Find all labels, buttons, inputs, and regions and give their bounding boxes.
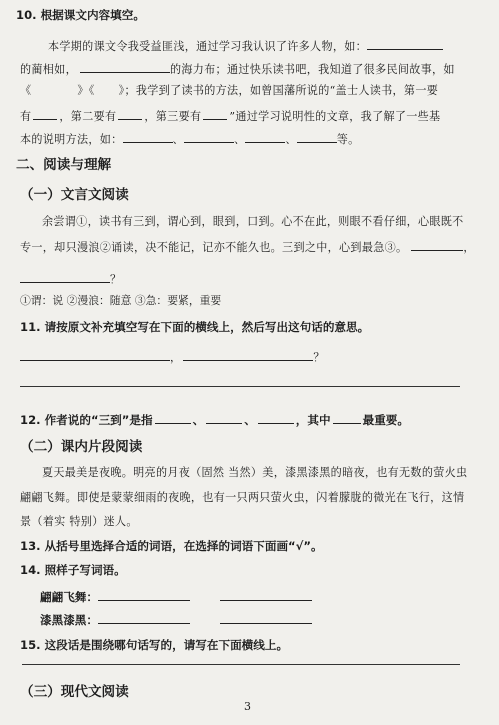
- q10-line-4: [20, 108, 440, 124]
- q12-text-d: ，其中: [295, 413, 331, 427]
- blank[interactable]: [333, 412, 361, 424]
- blank[interactable]: [411, 239, 463, 251]
- blank[interactable]: [155, 412, 191, 424]
- blank[interactable]: [98, 612, 190, 624]
- q13-title: 13. 从括号里选择合适的词语，在选择的词语下面画“√”。: [20, 539, 323, 553]
- blank[interactable]: [220, 589, 312, 601]
- q10-text-5a: 本的说明方法，如：: [20, 133, 123, 146]
- q10-text-5c: 、: [233, 133, 246, 146]
- q10-line-2: [20, 61, 455, 77]
- blank[interactable]: [118, 108, 142, 120]
- q14-title: 14. 照样子写词语。: [20, 563, 126, 577]
- passage-1-line-3: [20, 271, 121, 287]
- passage-2-line-2: 翩翩飞舞。即使是蒙蒙细雨的夜晚，也有一只两只萤火虫，闪着朦胧的微光在飞行，这情: [20, 491, 465, 504]
- part-3-heading: （三）现代文阅读: [20, 684, 129, 700]
- q10-text-5e: 等。: [336, 133, 360, 146]
- q12-text-a: 12. 作者说的“三到”是指: [20, 413, 153, 427]
- q12-text-e: 最重要。: [362, 413, 409, 427]
- blank[interactable]: [123, 131, 173, 143]
- section-2-heading: 二、阅读与理解: [16, 157, 112, 173]
- q10-text-3c: 》；我学到了读书的方法，如曾国藩所说的“盖士人读书，第一要: [118, 84, 439, 97]
- blank[interactable]: [297, 131, 337, 143]
- blank[interactable]: [20, 349, 170, 361]
- q10-text-5b: 、: [172, 133, 184, 146]
- passage-1-line-2: [20, 239, 475, 255]
- part-1-heading: （一）文言文阅读: [20, 187, 129, 203]
- q14-word-1: 翩翩飞舞：: [40, 590, 98, 604]
- q14-row-2: [40, 612, 312, 627]
- blank[interactable]: [183, 349, 313, 361]
- passage-1-line-1: 余尝谓①，读书有三到，谓心到，眼到，口到。心不在此，则眼不看仔细，心眼既不: [42, 215, 464, 228]
- q10-text-4d: ”通过学习说明性的文章，我了解了一些基: [229, 110, 441, 123]
- q10-text-2b: 的海力布；通过快乐读书吧，我知道了很多民间故事，如: [169, 63, 455, 76]
- blank[interactable]: [98, 589, 190, 601]
- blank[interactable]: [245, 131, 285, 143]
- blank[interactable]: [184, 131, 234, 143]
- passage-1-comma: ，: [463, 241, 475, 254]
- q10-text-3b: 》《: [77, 84, 95, 97]
- q14-row-1: [40, 589, 312, 604]
- passage-2-line-1: 夏天最美是夜晚。明亮的月夜（固然 当然）美，漆黑漆黑的暗夜，也有无数的萤火虫: [42, 466, 468, 479]
- q10-text-2a: 的蔺相如，: [20, 63, 77, 76]
- q11-title: 11. 请按原文补充填空写在下面的横线上，然后写出这句话的意思。: [20, 320, 370, 334]
- q11-qmark: ？: [313, 351, 325, 364]
- q11-answer-line: [20, 349, 325, 365]
- blank[interactable]: [220, 612, 312, 624]
- passage-1-notes: ①谓：说 ②漫浪：随意 ③急：要紧，重要: [20, 294, 222, 307]
- q10-text-4b: ，第二要有: [59, 110, 117, 123]
- q15-title: 15. 这段话是围绕哪句话写的，请写在下面横线上。: [20, 638, 289, 652]
- q10-text-4c: ，第三要有: [144, 110, 202, 123]
- blank[interactable]: [258, 412, 294, 424]
- blank[interactable]: [206, 412, 242, 424]
- q10-title: 10. 根据课文内容填空。: [16, 8, 145, 22]
- blank[interactable]: [33, 108, 57, 120]
- page-number: 3: [244, 700, 251, 713]
- q12-line: [20, 412, 409, 427]
- part-2-heading: （二）课内片段阅读: [20, 439, 143, 455]
- q10-text-4a: 有: [20, 110, 32, 123]
- q10-text-3a: 《: [20, 84, 32, 97]
- q10-text-1: 本学期的课文令我受益匪浅，通过学习我认识了许多人物，如：: [48, 40, 368, 53]
- q11-comma: ，: [170, 351, 182, 364]
- blank[interactable]: [203, 108, 227, 120]
- blank[interactable]: [20, 271, 110, 283]
- blank[interactable]: [367, 38, 443, 50]
- passage-1-text-2: 专一，却只漫浪②诵读，决不能记，记亦不能久也。三到之中，心到最急③。: [20, 241, 408, 254]
- q12-text-b: 、: [192, 413, 205, 427]
- passage-1-qmark: ？: [110, 273, 122, 286]
- q15-answer-line[interactable]: [22, 664, 460, 665]
- blank[interactable]: [80, 61, 170, 73]
- q10-text-5d: 、: [285, 133, 297, 146]
- passage-2-line-3: 景（着实 特别）迷人。: [20, 515, 138, 528]
- q12-text-c: 、: [244, 413, 256, 427]
- q14-word-2: 漆黑漆黑：: [40, 613, 98, 627]
- q10-line-5: [20, 131, 360, 147]
- q10-line-3: [20, 84, 438, 98]
- q11-meaning-line[interactable]: [20, 386, 460, 387]
- q10-line-1: [48, 38, 443, 54]
